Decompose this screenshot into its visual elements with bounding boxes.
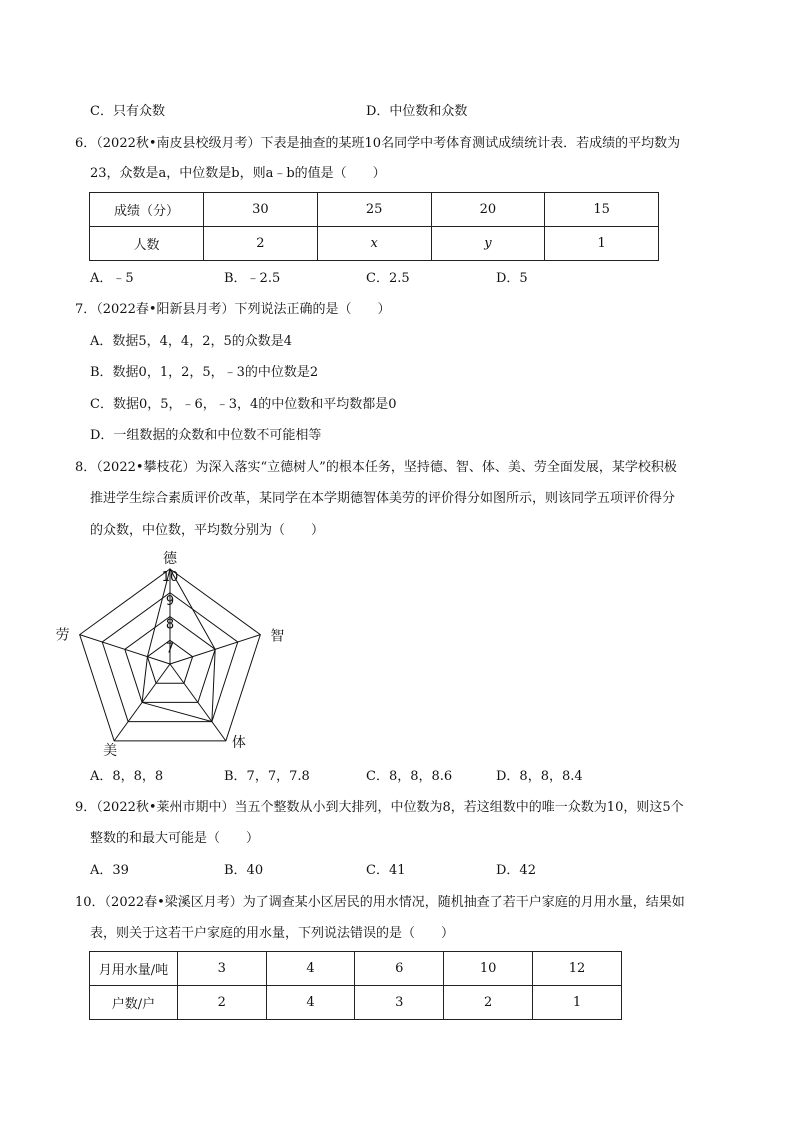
table-cell: 25 bbox=[317, 193, 431, 227]
radar-axis-label: 德 bbox=[163, 551, 177, 567]
q9-option-d: D．42 bbox=[496, 863, 536, 878]
q6-option-b: B．﹣2.5 bbox=[224, 271, 281, 286]
q7-option-d: D．一组数据的众数和中位数不可能相等 bbox=[90, 428, 322, 443]
table-cell: 4 bbox=[266, 986, 355, 1020]
q7-stem: 7．（2022春•阳新县月考）下列说法正确的是（ ） bbox=[75, 302, 391, 317]
q10-stem-line2: 表，则关于这若干户家庭的用水量，下列说法错误的是（ ） bbox=[90, 926, 455, 941]
q9-option-b: B．40 bbox=[224, 863, 264, 878]
q8-stem-line2: 推进学生综合素质评价改革，某同学在本学期德智体美劳的评价得分如图所示，则该同学五项评价得分 bbox=[90, 491, 676, 506]
table-cell: y bbox=[431, 227, 545, 261]
table-cell: 3 bbox=[355, 986, 444, 1020]
q8-option-a: A．8，8，8 bbox=[90, 769, 164, 784]
table-cell: 2 bbox=[177, 986, 266, 1020]
q8-stem-line1: 8．（2022•攀枝花）为深入落实“立德树人”的根本任务，坚持德、智、体、美、劳全面发展，某学校积极 bbox=[75, 460, 677, 475]
table-cell: 1 bbox=[545, 227, 659, 261]
table-cell: 2 bbox=[204, 227, 318, 261]
table-cell: x bbox=[317, 227, 431, 261]
q7-option-b: B．数据0，1，2，5，﹣3的中位数是2 bbox=[90, 365, 319, 380]
q9-option-c: C．41 bbox=[366, 863, 406, 878]
table-row bbox=[90, 986, 622, 1020]
q5-option-c: C．只有众数 bbox=[90, 104, 165, 119]
q9-stem-line1: 9．（2022秋•莱州市期中）当五个整数从小到大排列，中位数为8，若这组数中的唯一众数为10，则这5个 bbox=[75, 800, 684, 815]
q8-radar-chart bbox=[55, 551, 285, 759]
table-cell: 10 bbox=[444, 952, 533, 986]
table-cell: 30 bbox=[204, 193, 318, 227]
radar-axis-label: 美 bbox=[103, 742, 118, 759]
q6-stem-line2: 23，众数是a，中位数是b，则a﹣b的值是（ ） bbox=[90, 166, 386, 181]
radar-spoke bbox=[80, 635, 170, 664]
q8-stem-line3: 的众数，中位数，平均数分别为（ ） bbox=[90, 523, 325, 538]
q9-option-a: A．39 bbox=[90, 863, 129, 878]
q7-option-c: C．数据0，5，﹣6，﹣3，4的中位数和平均数都是0 bbox=[90, 397, 397, 412]
radar-ring-label: 7 bbox=[165, 641, 175, 657]
radar-ring-label: 9 bbox=[165, 593, 175, 609]
radar-axis-label: 体 bbox=[231, 734, 246, 751]
table-cell: 12 bbox=[533, 952, 622, 986]
table-cell: 户数/户 bbox=[90, 986, 178, 1020]
table-cell: 6 bbox=[355, 952, 444, 986]
radar-ring-label: 10 bbox=[161, 570, 179, 585]
q6-option-c: C．2.5 bbox=[366, 271, 410, 286]
table-row bbox=[90, 227, 659, 261]
q5-option-d: D．中位数和众数 bbox=[366, 104, 468, 119]
q8-option-d: D．8，8，8.4 bbox=[496, 769, 583, 784]
table-cell: 2 bbox=[444, 986, 533, 1020]
table-cell: 15 bbox=[545, 193, 659, 227]
table-row bbox=[90, 952, 622, 986]
q9-stem-line2: 整数的和最大可能是（ ） bbox=[90, 831, 260, 846]
table-cell: 3 bbox=[177, 952, 266, 986]
radar-axis-label: 劳 bbox=[55, 627, 70, 644]
q8-option-c: C．8，8，8.6 bbox=[366, 769, 453, 784]
q6-stem-line1: 6．（2022秋•南皮县校级月考）下表是抽查的某班10名同学中考体育测试成绩统计表．若成绩的平均数为 bbox=[75, 136, 681, 151]
q6-score-table bbox=[89, 192, 659, 261]
table-cell: 1 bbox=[533, 986, 622, 1020]
q6-option-d: D．5 bbox=[496, 271, 528, 286]
table-cell: 4 bbox=[266, 952, 355, 986]
table-cell: 20 bbox=[431, 193, 545, 227]
table-cell: 人数 bbox=[90, 227, 204, 261]
radar-axis-label: 智 bbox=[270, 628, 285, 645]
q8-option-b: B．7，7，7.8 bbox=[224, 769, 310, 784]
q7-option-a: A．数据5，4，4，2，5的众数是4 bbox=[90, 334, 293, 349]
radar-ring-label: 8 bbox=[165, 617, 175, 633]
table-row bbox=[90, 193, 659, 227]
radar-data-polygon bbox=[142, 569, 215, 722]
table-cell: 成绩（分） bbox=[90, 193, 204, 227]
q6-option-a: A．﹣5 bbox=[90, 271, 134, 286]
q10-water-table bbox=[89, 951, 622, 1020]
q10-stem-line1: 10．（2022春•梁溪区月考）为了调查某小区居民的用水情况，随机抽查了若干户家庭的月用水量，结果如 bbox=[75, 895, 685, 910]
table-cell: 月用水量/吨 bbox=[90, 952, 178, 986]
